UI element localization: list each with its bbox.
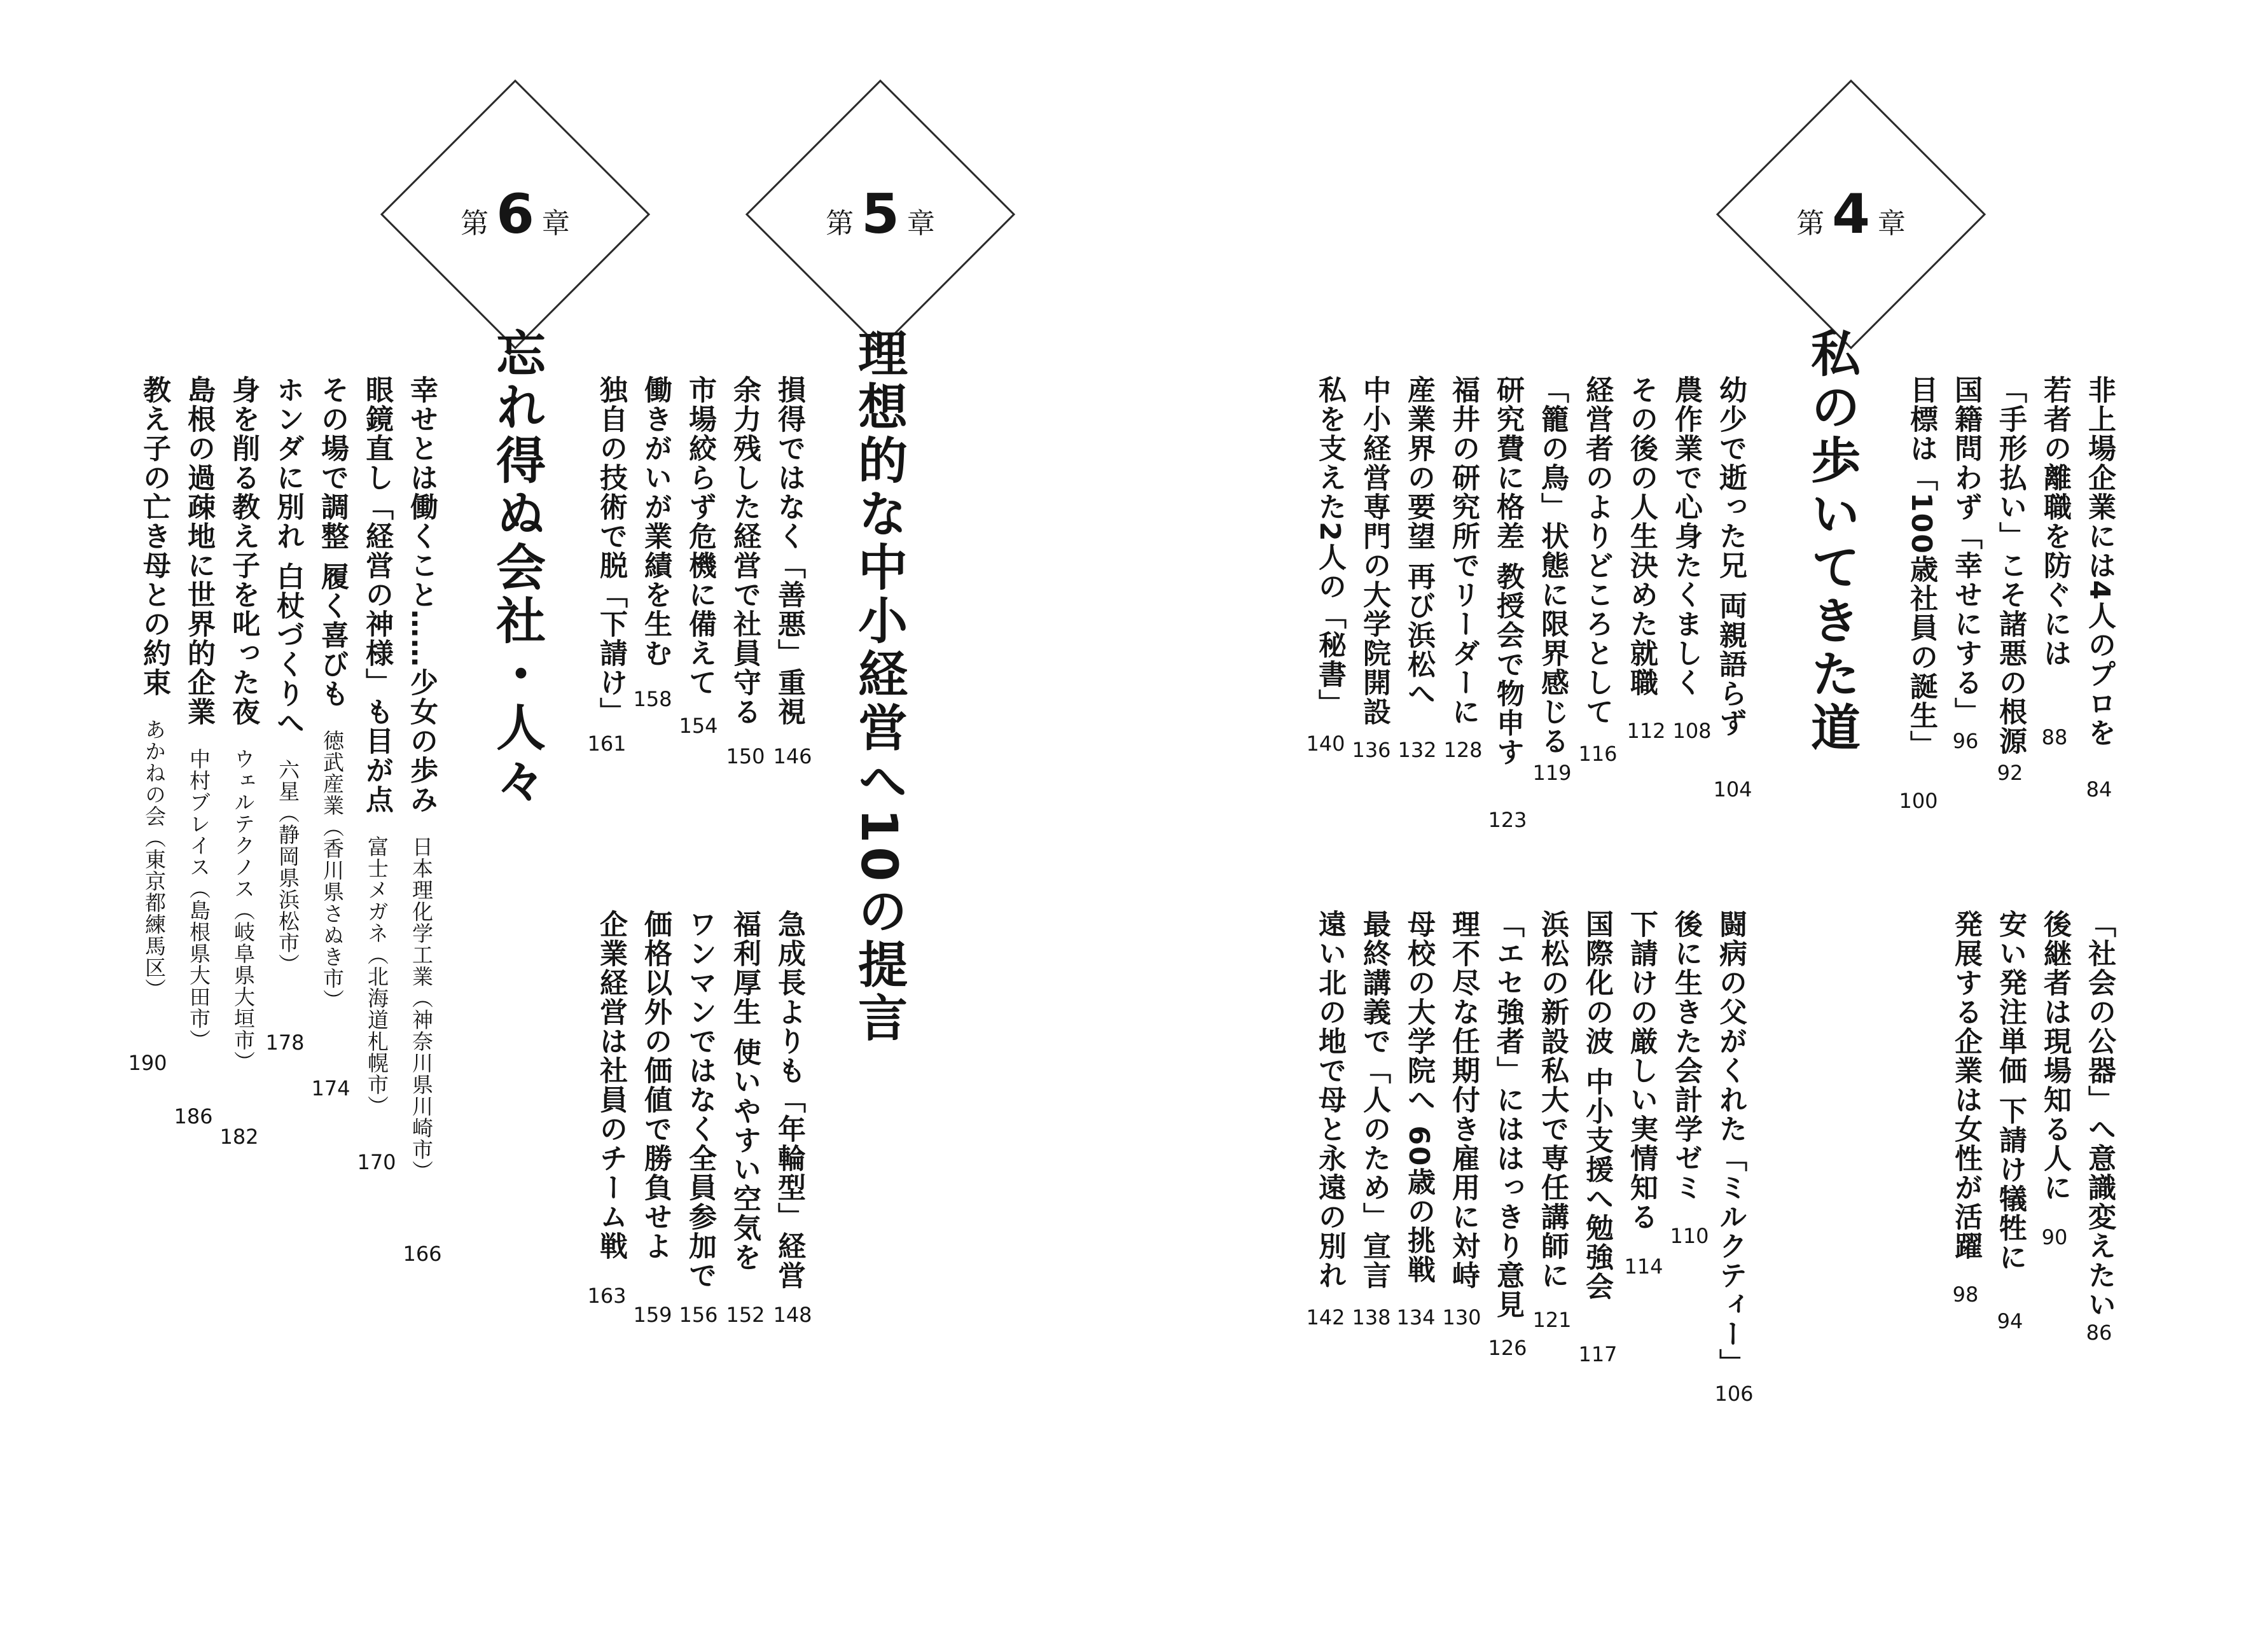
entry-title: 福利厚生 使いやすい空気を <box>728 910 761 1272</box>
entry-title: 「籠の鳥」状態に限界感じる <box>1536 375 1569 756</box>
toc-entry[interactable] <box>2041 910 2069 1202</box>
entry-title: 闘病の父がくれた「ミルクティー」 <box>1714 910 1747 1378</box>
entry-title: ワンマンではなく全員参加で <box>684 910 716 1290</box>
entry-title: 下請けの厳しい実情知る <box>1625 910 1658 1232</box>
entry-title: 福井の研究所でリーダーに <box>1447 375 1480 726</box>
toc-entry[interactable] <box>274 375 302 975</box>
entry-company: 徳武産業（香川県さぬき市） <box>320 730 345 1011</box>
entry-title: ホンダに別れ 白杖づくりへ <box>272 375 304 738</box>
page-number: 128 <box>1443 738 1483 762</box>
entry-title: 安い発注単価 下請け犠牲に <box>1994 910 2027 1272</box>
page-number: 174 <box>311 1076 350 1100</box>
toc-entry[interactable] <box>1950 910 1982 1261</box>
chapter-4-title: 私の歩いてきた道 <box>1803 328 1860 755</box>
entry-title: その後の人生決めた就職 <box>1625 375 1658 697</box>
toc-entry[interactable] <box>1403 375 1435 709</box>
page-number: 92 <box>1997 761 2023 785</box>
entry-title: 市場絞らず危機に備えて <box>684 375 716 697</box>
toc-entry[interactable] <box>1494 910 1522 1319</box>
toc-entry[interactable] <box>1360 910 1388 1290</box>
toc-entry[interactable] <box>1403 910 1435 1284</box>
page-number: 112 <box>1626 719 1666 743</box>
toc-entry[interactable] <box>405 375 438 1182</box>
page-number: 94 <box>1997 1309 2023 1333</box>
entry-company: 日本理化学工業（神奈川県川崎市） <box>409 836 434 1182</box>
toc-entry[interactable] <box>1625 375 1658 697</box>
entry-title: その場で調整 履く喜びも <box>316 375 349 709</box>
toc-entry[interactable] <box>1583 375 1611 726</box>
toc-entry[interactable] <box>1536 910 1569 1290</box>
page-number: 170 <box>357 1150 396 1174</box>
toc-entry[interactable] <box>1950 375 1982 726</box>
page-number: 123 <box>1488 808 1527 832</box>
entry-title: 若者の離職を防ぐには <box>2039 375 2071 668</box>
page-number: 163 <box>587 1284 627 1308</box>
entry-title: 余力残した経営で社員守る <box>728 375 761 726</box>
chapter-prefix: 第 <box>461 207 489 240</box>
entry-title: 中小経営専門の大学院開設 <box>1358 375 1390 726</box>
entry-title: 経営者のよりどころとして <box>1581 375 1613 726</box>
chapter-6-badge <box>461 183 570 246</box>
chapter-prefix: 第 <box>826 207 854 240</box>
page-number: 86 <box>2086 1321 2112 1345</box>
entry-company: 富士メガネ（北海道札幌市） <box>364 836 389 1117</box>
page-number: 108 <box>1672 719 1712 743</box>
chapter-number: 4 <box>1832 183 1870 246</box>
page-number: 116 <box>1578 742 1618 766</box>
page-number: 104 <box>1713 777 1752 802</box>
page-number: 178 <box>265 1031 305 1055</box>
entry-title: 損得ではなく「善悪」重視 <box>773 375 805 726</box>
toc-entry[interactable] <box>1583 910 1611 1301</box>
toc-entry[interactable] <box>775 910 803 1290</box>
entry-title: 目標は「100歳社員の誕生」 <box>1905 375 1938 760</box>
toc-entry[interactable] <box>639 375 672 668</box>
entry-title: 遠い北の地で母と永遠の別れ <box>1314 910 1346 1290</box>
entry-title: 価格以外の価値で勝負せよ <box>639 910 672 1261</box>
entry-title: 国際化の波 中小支援へ勉強会 <box>1581 910 1613 1301</box>
entry-title: 後継者は現場知る人に <box>2039 910 2071 1202</box>
page-number: 154 <box>679 714 718 738</box>
toc-entry[interactable] <box>597 910 625 1261</box>
entry-title: 農作業で心身たくましく <box>1670 375 1702 697</box>
entry-company: 六星（静岡県浜松市） <box>275 759 300 976</box>
toc-entry[interactable] <box>1360 375 1388 726</box>
entry-title: 母校の大学院へ 60歳の挑戦 <box>1403 910 1435 1284</box>
toc-entry[interactable] <box>1672 375 1700 697</box>
entry-title: 「社会の公器」へ意識変えたい <box>2083 910 2116 1319</box>
entry-company: あかねの会（東京都練馬区） <box>142 719 167 1000</box>
entry-title: 浜松の新設私大で専任講師に <box>1536 910 1569 1290</box>
toc-entry[interactable] <box>686 375 714 697</box>
page-number: 119 <box>1532 761 1572 785</box>
toc-entry[interactable] <box>728 375 761 726</box>
toc-entry[interactable] <box>140 375 168 1000</box>
page-number: 98 <box>1952 1282 1979 1307</box>
page-number: 158 <box>633 687 672 711</box>
toc-entry[interactable] <box>227 375 260 1072</box>
page-number: 159 <box>633 1303 672 1327</box>
entry-title: 幸せとは働くこと……少女の歩み <box>405 375 438 814</box>
page-number: 100 <box>1899 789 1938 813</box>
page-number: 130 <box>1442 1305 1481 1329</box>
toc-entry[interactable] <box>1905 375 1938 760</box>
entry-title: 最終講義で「人のため」宣言 <box>1358 910 1390 1290</box>
entry-title: 研究費に格差 教授会で物申す <box>1492 375 1524 767</box>
chapter-5-title: 理想的な中小経営へ10の提言 <box>850 328 907 1046</box>
entry-title: 非上場企業には4人のプロを <box>2083 375 2116 747</box>
toc-entry[interactable] <box>1494 375 1522 767</box>
page-number: 136 <box>1352 738 1391 762</box>
page-number: 140 <box>1306 732 1345 756</box>
chapter-suffix: 章 <box>1877 207 1906 240</box>
entry-title: 理不尽な任期付き雇用に対峙 <box>1447 910 1480 1290</box>
toc-entry[interactable] <box>2083 375 2116 747</box>
page-number: 186 <box>174 1104 213 1128</box>
toc-entry[interactable] <box>1314 910 1346 1290</box>
page-number: 190 <box>128 1051 167 1075</box>
page-number: 88 <box>2041 725 2068 749</box>
entry-title: 働きがいが業績を生む <box>639 375 672 668</box>
page-number: 156 <box>679 1303 718 1327</box>
entry-title: 教え子の亡き母との約束 <box>138 375 170 697</box>
chapter-number: 5 <box>861 183 899 246</box>
page-number: 182 <box>219 1125 259 1149</box>
page-number: 106 <box>1714 1382 1754 1406</box>
toc-entry[interactable] <box>363 375 391 1117</box>
entry-title: 発展する企業は女性が活躍 <box>1950 910 1982 1261</box>
page-number: 117 <box>1578 1342 1618 1366</box>
toc-entry[interactable] <box>183 375 215 1051</box>
chapter-number: 6 <box>496 183 534 246</box>
entry-title: 「エセ強者」にははっきり意見 <box>1492 910 1524 1319</box>
toc-entry[interactable] <box>1994 375 2027 756</box>
toc-entry[interactable] <box>1447 375 1480 726</box>
entry-title: 私を支えた2人の「秘書」 <box>1314 375 1346 718</box>
page-number: 138 <box>1352 1305 1391 1329</box>
toc-entry[interactable] <box>686 910 714 1290</box>
page-number: 166 <box>403 1242 442 1266</box>
toc-entry[interactable] <box>1672 910 1700 1202</box>
entry-title: 後に生きた会計学ゼミ <box>1670 910 1702 1202</box>
entry-title: 「手形払い」こそ諸悪の根源 <box>1994 375 2027 756</box>
toc-entry[interactable] <box>1314 375 1346 718</box>
toc-entry[interactable] <box>639 910 672 1261</box>
entry-title: 企業経営は社員のチーム戦 <box>595 910 627 1261</box>
entry-title: 島根の過疎地に世界的企業 <box>183 375 215 726</box>
toc-entry[interactable] <box>1536 375 1569 756</box>
entry-title: 眼鏡直し「経営の神様」も目が点 <box>361 375 393 814</box>
toc-entry[interactable] <box>316 375 349 1011</box>
chapter-suffix: 章 <box>906 207 935 240</box>
chapter-prefix: 第 <box>1796 207 1825 240</box>
page-number: 148 <box>773 1303 812 1327</box>
page-number: 132 <box>1397 738 1437 762</box>
entry-company: 中村ブレイス（島根県大田市） <box>186 748 211 1051</box>
toc-entry[interactable] <box>1714 910 1747 1378</box>
page-number: 152 <box>726 1303 765 1327</box>
toc-entry[interactable] <box>1714 375 1747 738</box>
entry-title: 独自の技術で脱「下請け」 <box>595 375 627 726</box>
toc-entry[interactable] <box>2083 910 2116 1319</box>
toc-entry[interactable] <box>1447 910 1480 1290</box>
toc-entry[interactable] <box>1625 910 1658 1232</box>
chapter-suffix: 章 <box>541 207 570 240</box>
page-number: 161 <box>587 732 627 756</box>
entry-title: 急成長よりも「年輪型」経営 <box>773 910 805 1290</box>
page-number: 114 <box>1624 1254 1663 1279</box>
chapter-6-title: 忘れ得ぬ会社・人々 <box>488 328 545 809</box>
page-number: 126 <box>1488 1336 1527 1360</box>
entry-company: ウェルテクノス（岐阜県大垣市） <box>231 748 256 1072</box>
toc-entry[interactable] <box>597 375 625 726</box>
toc-entry[interactable] <box>1994 910 2027 1272</box>
entry-title: 身を削る教え子を叱った夜 <box>227 375 260 726</box>
page-number: 121 <box>1532 1308 1572 1332</box>
toc-entry[interactable] <box>2041 375 2069 668</box>
page-number: 96 <box>1952 729 1979 753</box>
toc-entry[interactable] <box>728 910 761 1272</box>
entry-title: 国籍問わず「幸せにする」 <box>1950 375 1982 726</box>
entry-title: 幼少で逝った兄 両親語らず <box>1714 375 1747 738</box>
page-number: 134 <box>1396 1305 1436 1329</box>
page-number: 90 <box>2041 1225 2068 1249</box>
page-number: 110 <box>1670 1224 1709 1248</box>
chapter-4-badge <box>1796 183 1906 246</box>
page-number: 150 <box>726 744 765 768</box>
entry-title: 産業界の要望 再び浜松へ <box>1403 375 1435 709</box>
toc-entry[interactable] <box>775 375 803 726</box>
page-number: 146 <box>773 744 812 768</box>
page-number: 84 <box>2086 777 2112 802</box>
chapter-5-badge <box>826 183 935 246</box>
page-number: 142 <box>1306 1305 1345 1329</box>
